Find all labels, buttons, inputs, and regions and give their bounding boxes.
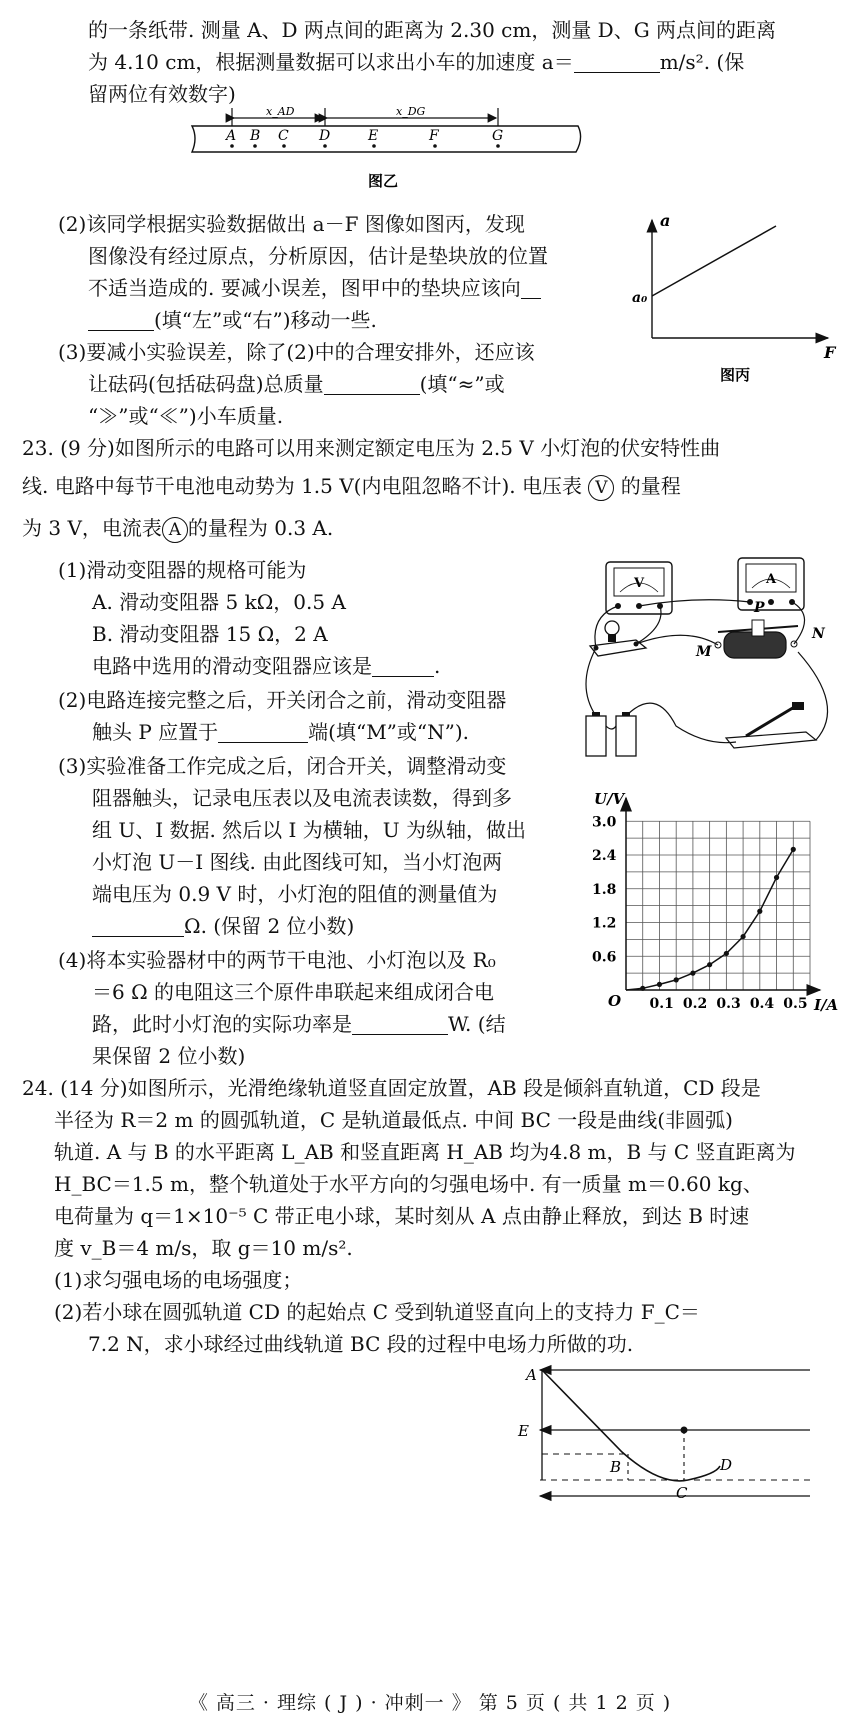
q23-p3-line-4: 小灯泡 U－I 图线. 由此图线可知，当小灯泡两 <box>92 850 503 874</box>
chart-data-point <box>640 986 645 991</box>
chart-data-point <box>774 875 779 880</box>
q22-p2-line-4 <box>88 306 377 334</box>
label-xdg: x_DG <box>396 105 426 118</box>
q23-answer-blank-3[interactable] <box>92 916 184 937</box>
q22-p2-line-4a: (填“左”或“右”)移动一些. <box>154 308 377 332</box>
q23-p4-line-1: (4)将本实验器材中的两节干电池、小灯泡以及 R₀ <box>58 948 496 972</box>
tape-label-b: B <box>250 128 261 144</box>
ammeter-device-label: A <box>766 572 777 587</box>
figure-bing-caption: 图丙 <box>720 366 751 384</box>
q24-line-6: 度 v_B＝4 m/s，取 g＝10 m/s². <box>54 1236 353 1260</box>
ui-chart <box>584 790 846 1018</box>
q22-p3-line-2b: (填“≈”或 <box>419 372 505 396</box>
q23-answer-blank-2[interactable] <box>218 722 308 743</box>
q23-header-line-1: 23. (9 分)如图所示的电路可以用来测定额定电压为 2.5 V 小灯泡的伏安特性曲 <box>22 436 721 460</box>
q22-text-line-2 <box>88 48 744 76</box>
q22-p2-line-3a: 不适当造成的. 要减小误差，图甲中的垫块应该向 <box>88 276 521 300</box>
bing-a0: a₀ <box>632 290 648 306</box>
q23-p1-end: . <box>434 654 441 678</box>
q23-option-a: A. 滑动变阻器 5 kΩ，0.5 A <box>92 590 346 614</box>
chart-data-point <box>791 847 796 852</box>
track-label-a: A <box>526 1366 537 1384</box>
chart-data-point <box>690 971 695 976</box>
battery-pair <box>586 712 636 756</box>
q22-answer-blank-a[interactable] <box>574 52 660 73</box>
chart-y-tick-label: 2.4 <box>592 848 617 864</box>
voltmeter-device-label: V <box>634 576 645 591</box>
q23-answer-blank-1[interactable] <box>372 656 434 677</box>
q23-header-line-3a: 为 3 V，电流表 <box>22 516 162 540</box>
chart-data-point <box>724 951 729 956</box>
q23-p3-line-5: 端电压为 0.9 V 时，小灯泡的阻值的测量值为 <box>92 882 498 906</box>
tape-label-f: F <box>429 128 439 144</box>
q22-text-line-2a: 为 4.10 cm，根据测量数据可以求出小车的加速度 a＝ <box>88 50 574 74</box>
q23-header-line-3b: 的量程为 0.3 A. <box>187 516 334 540</box>
q24-line-1: 24. (14 分)如图所示，光滑绝缘轨道竖直固定放置，AB 段是倾斜直轨道，CD 段是 <box>22 1076 761 1100</box>
q23-p2-line-2 <box>92 718 469 746</box>
chart-x-tick-label: 0.5 <box>783 996 808 1012</box>
q22-text-line-3: 留两位有效数字) <box>88 82 236 106</box>
q24-line-5: 电荷量为 q＝1×10⁻⁵ C 带正电小球，某时刻从 A 点由静止释放，到达 B 时速 <box>54 1204 750 1228</box>
chart-y-tick-label: 1.8 <box>592 881 617 898</box>
q23-p2-line-2a: 触头 P 应置于 <box>92 720 219 744</box>
q23-p2-line-1: (2)电路连接完整之后，开关闭合之前，滑动变阻器 <box>58 688 507 712</box>
q24-p2-line-1: (2)若小球在圆弧轨道 CD 的起始点 C 受到轨道竖直向上的支持力 F_C＝ <box>54 1300 700 1324</box>
q23-p4-line-3 <box>92 1010 506 1038</box>
chart-data-point <box>707 962 712 967</box>
rheostat-device <box>695 600 826 660</box>
q24-p1: (1)求匀强电场的电场强度； <box>54 1268 303 1292</box>
circuit-diagram <box>576 556 846 778</box>
track-label-b: B <box>610 1458 622 1476</box>
q24-line-2: 半径为 R＝2 m 的圆弧轨道，C 是轨道最低点. 中间 BC 一段是曲线(非圆弧) <box>54 1108 733 1132</box>
q23-p1-line: (1)滑动变阻器的规格可能为 <box>58 558 307 582</box>
chart-x-tick-label: 0.2 <box>682 996 708 1012</box>
q23-option-b: B. 滑动变阻器 15 Ω，2 A <box>92 622 328 646</box>
q24-p2-line-2: 7.2 N，求小球经过曲线轨道 BC 段的过程中电场力所做的功. <box>88 1332 634 1356</box>
tape-label-e: E <box>368 128 379 144</box>
figure-yi-paper-tape <box>180 104 600 192</box>
chart-y-tick-label: 0.6 <box>592 949 617 966</box>
q22-p3-line-1: (3)要减小实验误差，除了(2)中的合理安排外，还应该 <box>58 340 535 364</box>
figure-bing-af-graph <box>624 208 844 388</box>
bing-axis-f: F <box>824 343 836 362</box>
q23-p2-line-2b: 端(填“M”或“N”). <box>308 720 470 744</box>
tape-label-c: C <box>278 128 289 144</box>
label-xad: x_AD <box>266 105 295 118</box>
q22-text-line-2b: m/s². (保 <box>659 50 745 74</box>
chart-data-point <box>657 982 662 987</box>
chart-y-label: U/V <box>594 790 625 808</box>
q23-answer-blank-4[interactable] <box>352 1014 448 1035</box>
q22-text-line-1: 的一条纸带. 测量 A、D 两点间的距离为 2.30 cm，测量 D、G 两点间的距离 <box>88 18 777 42</box>
lamp-device <box>590 621 646 656</box>
chart-data-point <box>674 977 679 982</box>
q23-p3-line-6a: Ω. (保留 2 位小数) <box>184 914 355 938</box>
chart-x-tick-label: 0.3 <box>716 996 741 1012</box>
q23-p4-line-3b: W. (结 <box>448 1012 506 1036</box>
q23-header-line-2a: 线. 电路中每节干电池电动势为 1.5 V(内电阻忽略不计). 电压表 <box>22 474 582 498</box>
voltmeter-symbol: V <box>588 475 614 501</box>
q23-p3-line-6 <box>92 912 354 940</box>
q22-p2-line-1: (2)该同学根据实验数据做出 a－F 图像如图丙，发现 <box>58 212 525 236</box>
q22-p2-line-3 <box>88 274 541 302</box>
chart-data-point <box>757 909 762 914</box>
tape-label-g: G <box>492 128 504 144</box>
q22-answer-blank-b1[interactable] <box>521 278 541 299</box>
track-field-diagram <box>520 1362 820 1502</box>
chart-y-tick-label: 3.0 <box>592 814 617 831</box>
chart-origin-label: O <box>608 992 622 1010</box>
track-curve <box>542 1370 720 1481</box>
ammeter-symbol: A <box>162 517 188 543</box>
q22-answer-blank-b2[interactable] <box>88 310 154 331</box>
q23-p3-line-1: (3)实验准备工作完成之后，闭合开关，调整滑动变 <box>58 754 507 778</box>
field-label-e: E <box>518 1422 529 1440</box>
switch-device <box>726 702 816 748</box>
chart-grid <box>626 821 810 990</box>
rheostat-label-n: N <box>812 626 825 642</box>
track-label-c: C <box>676 1484 688 1502</box>
q23-p1-question <box>92 652 440 680</box>
tape-label-d: D <box>319 128 331 144</box>
rheostat-label-m: M <box>696 644 712 660</box>
q23-header-line-3 <box>22 514 333 543</box>
chart-x-tick-label: 0.1 <box>649 996 674 1012</box>
chart-y-tick-label: 1.2 <box>592 915 617 932</box>
q23-p4-line-2: ＝6 Ω 的电阻这三个原件串联起来组成闭合电 <box>92 980 495 1004</box>
bing-axis-a: a <box>660 211 671 230</box>
q22-p2-line-2: 图像没有经过原点，分析原因，估计是垫块放的位置 <box>88 244 548 268</box>
track-label-d: D <box>720 1456 733 1474</box>
q22-p3-line-2a: 让砝码(包括砝码盘)总质量 <box>88 372 324 396</box>
chart-x-label: I/A <box>814 996 839 1014</box>
q23-p4-line-4: 果保留 2 位小数) <box>92 1044 246 1068</box>
q23-p1-question-text: 电路中选用的滑动变阻器应该是 <box>92 654 372 678</box>
tape-label-a: A <box>226 128 237 144</box>
rheostat-label-p: P <box>754 600 765 616</box>
ball <box>681 1427 688 1434</box>
q23-header-line-2 <box>22 472 681 501</box>
chart-data-point <box>740 934 745 939</box>
chart-x-tick-label: 0.4 <box>749 996 775 1012</box>
q24-line-3: 轨道. A 与 B 的水平距离 L_AB 和竖直距离 H_AB 均为4.8 m，B 与 C 竖直距离为 <box>54 1140 796 1164</box>
q23-p3-line-2: 阻器触头，记录电压表以及电流表读数，得到多 <box>92 786 512 810</box>
q23-p3-line-3: 组 U、I 数据. 然后以 I 为横轴，U 为纵轴，做出 <box>92 818 527 842</box>
q23-header-line-2b: 的量程 <box>620 474 681 498</box>
q23-p4-line-3a: 路，此时小灯泡的实际功率是 <box>92 1012 352 1036</box>
figure-yi-caption: 图乙 <box>368 172 399 190</box>
q22-answer-blank-c[interactable] <box>324 374 420 395</box>
q22-p3-line-2 <box>88 370 505 398</box>
page-footer: 《 高三 · 理综 ( J ) · 冲刺一 》 第 5 页 ( 共 1 2 页 ) <box>188 1692 672 1714</box>
q22-p3-line-3: “≫”或“≪”)小车质量. <box>88 404 284 428</box>
q24-line-4: H_BC＝1.5 m，整个轨道处于水平方向的匀强电场中. 有一质量 m＝0.60 kg、 <box>54 1172 763 1196</box>
